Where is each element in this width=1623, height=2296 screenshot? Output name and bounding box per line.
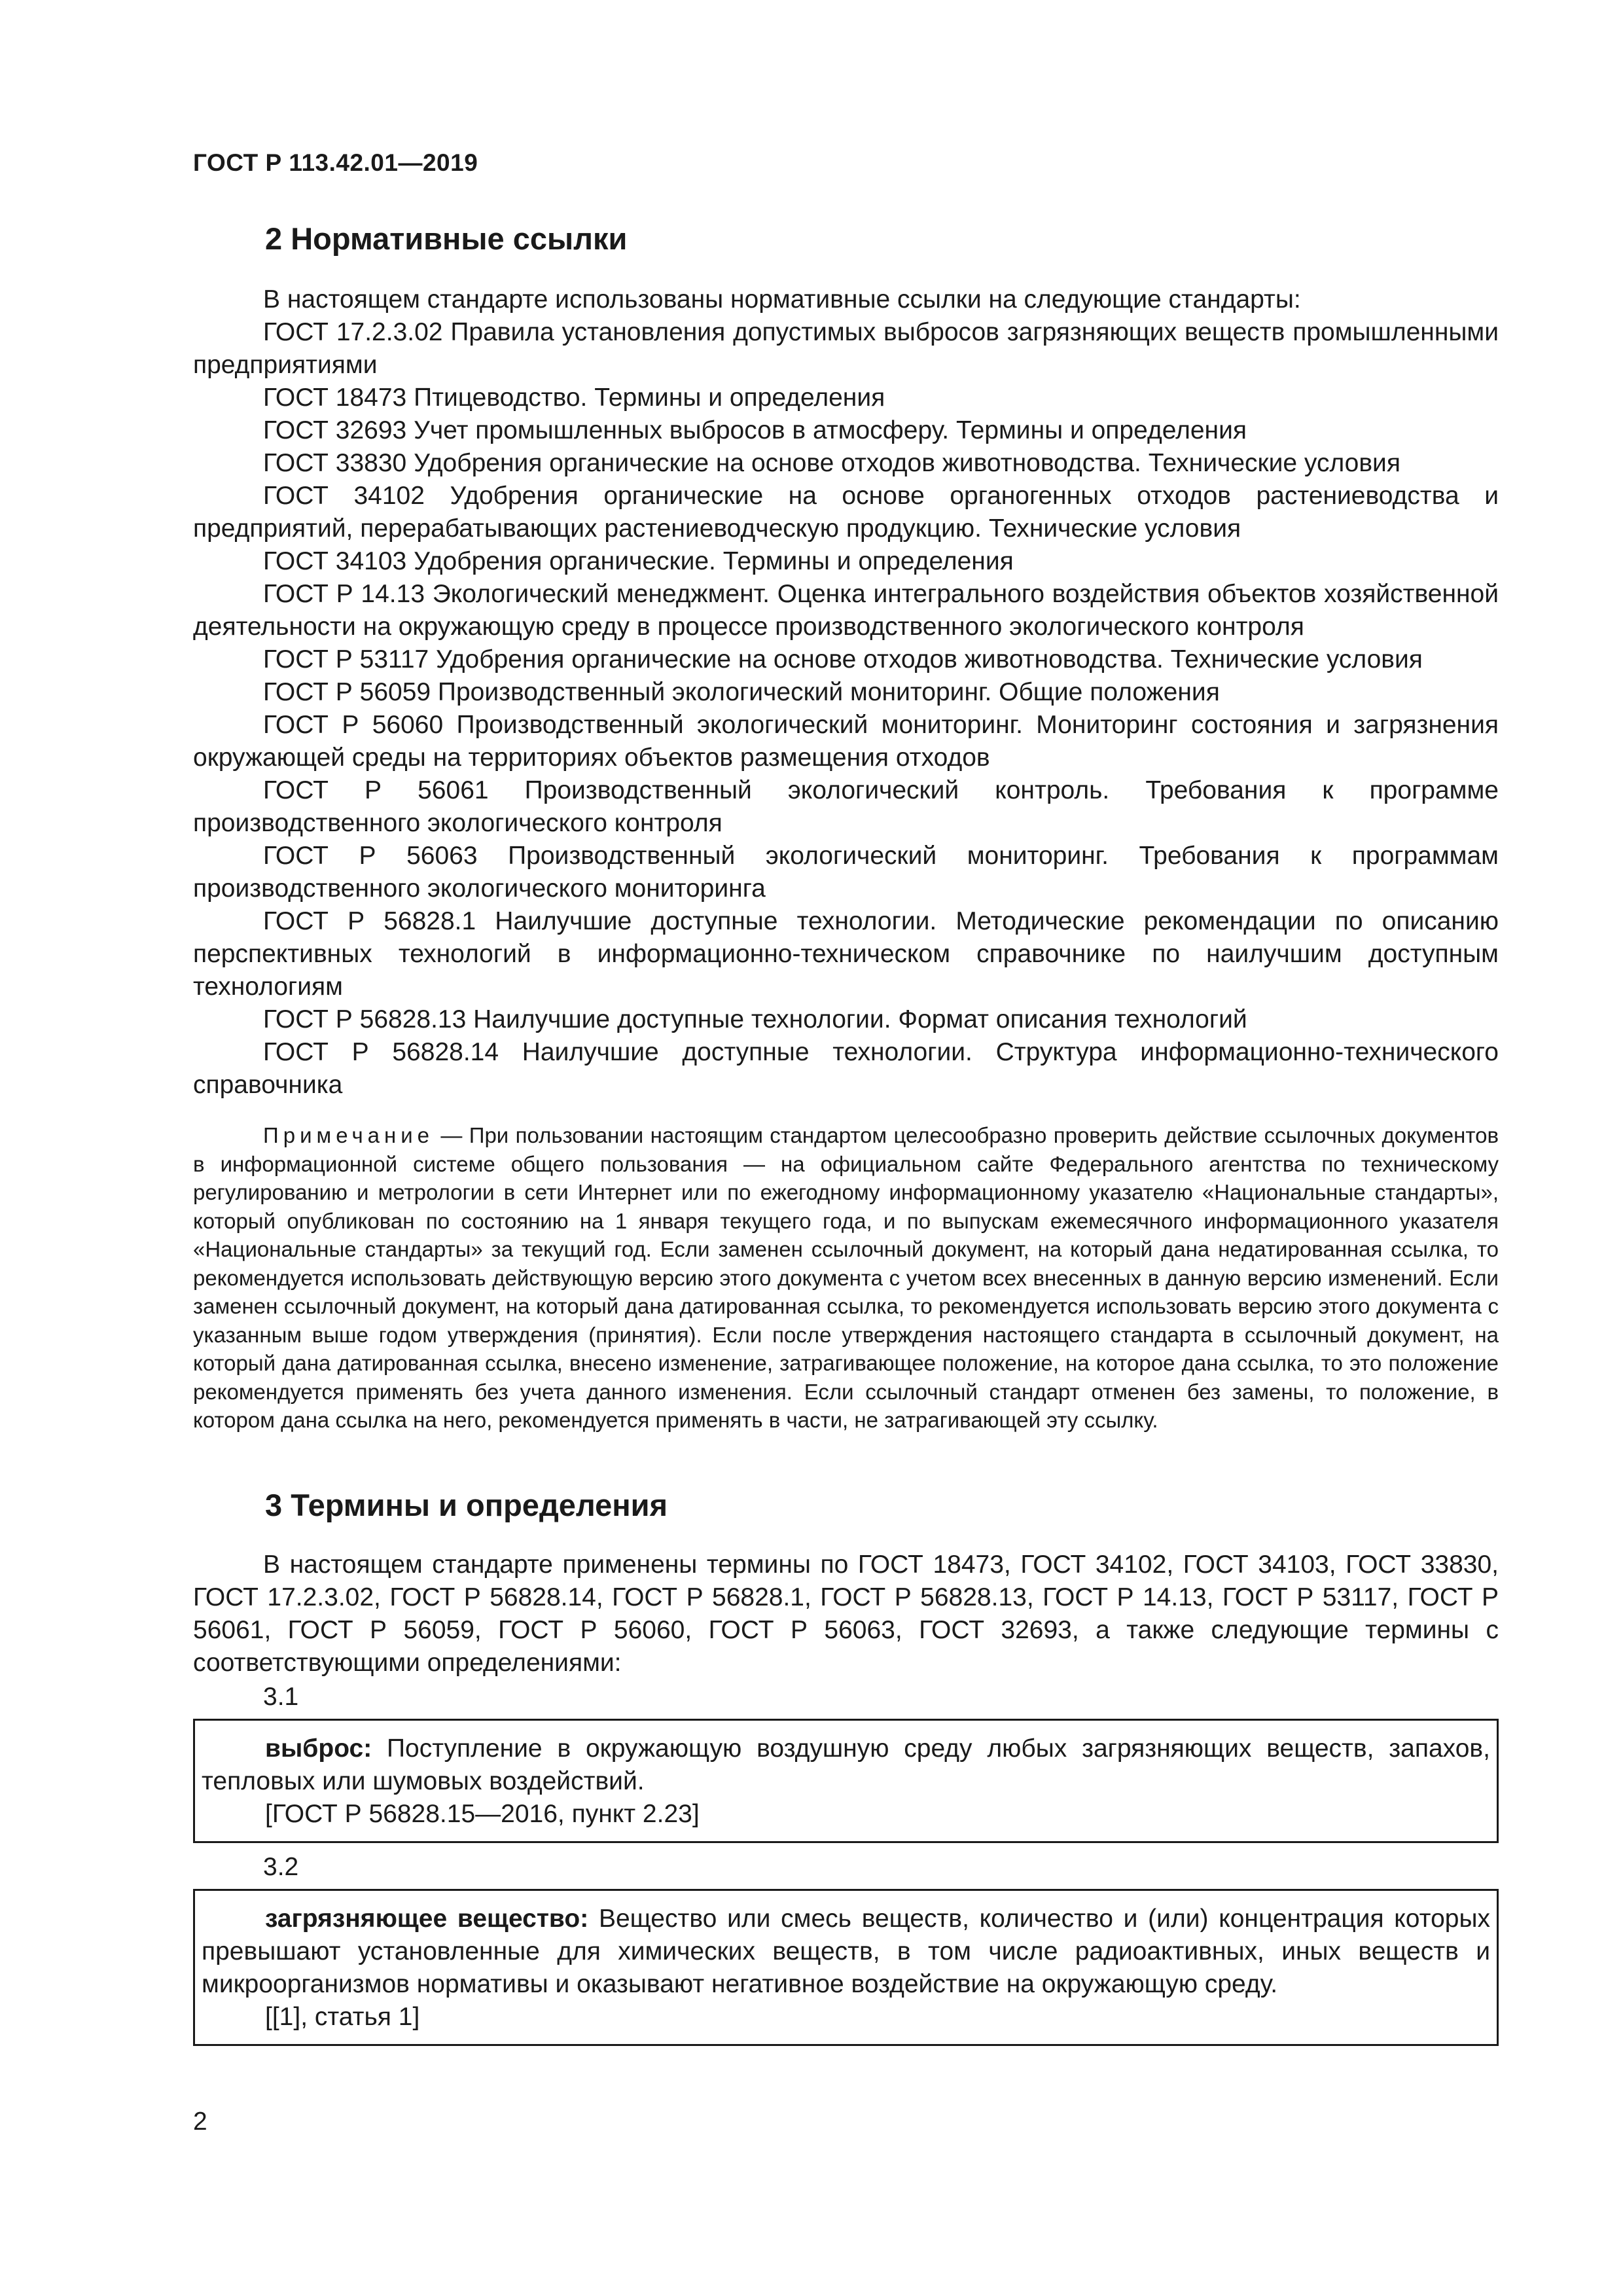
term-definition — [202, 1732, 1490, 1798]
ref-item: ГОСТ 34102 Удобрения органические на основе органогенных отходов растениеводства и предприятий, перерабатывающих растениеводческую продукцию. Технические условия — [193, 482, 1499, 543]
note-block — [193, 1121, 1499, 1435]
ref-item: ГОСТ 17.2.3.02 Правила установления допустимых выбросов загрязняющих веществ промышленными предприятиями — [193, 318, 1499, 379]
term-name: загрязняющее вещество: — [265, 1904, 589, 1933]
note-label: Примечание — [263, 1123, 435, 1147]
term-number: 3.2 — [263, 1852, 299, 1881]
ref-item: ГОСТ 34103 Удобрения органические. Термины и определения — [263, 547, 1014, 575]
ref-item: ГОСТ Р 53117 Удобрения органические на основе отходов животноводства. Технические условия — [263, 645, 1423, 673]
term-source: [[1], статья 1] — [265, 2002, 420, 2031]
ref-item: ГОСТ 18473 Птицеводство. Термины и определения — [263, 384, 885, 412]
ref-item: ГОСТ Р 56828.1 Наилучшие доступные технологии. Методические рекомендации по описанию перспективных технологий в информационно-техническом справочнике по наилучшим доступным технологиям — [193, 907, 1499, 1001]
ref-item: ГОСТ Р 56828.13 Наилучшие доступные технологии. Формат описания технологий — [263, 1005, 1247, 1033]
term-box — [193, 1889, 1499, 2046]
page-content — [193, 219, 1499, 2054]
term-definition-text: Поступление в окружающую воздушную среду любых загрязняющих веществ, запахов, тепловых или шумовых воздействий. — [202, 1734, 1490, 1795]
ref-item: ГОСТ Р 56828.14 Наилучшие доступные технологии. Структура информационно-технического справочника — [193, 1038, 1499, 1099]
term-box — [193, 1719, 1499, 1843]
section-3-intro: В настоящем стандарте применены термины по ГОСТ 18473, ГОСТ 34102, ГОСТ 34103, ГОСТ 33830, ГОСТ 17.2.3.02, ГОСТ Р 56828.14, ГОСТ Р 56828.1, ГОСТ Р 56828.13, ГОСТ Р 14.13, ГОСТ Р 53117, ГОСТ Р 56061, ГОСТ Р 56059, ГОСТ Р 56060, ГОСТ Р 56063, ГОСТ 32693, а также следующие термины с соответствующими определениями: — [193, 1550, 1499, 1677]
term-name: выброс: — [265, 1734, 372, 1763]
ref-item: ГОСТ 33830 Удобрения органические на основе отходов животноводства. Технические условия — [263, 449, 1400, 477]
ref-item: ГОСТ Р 14.13 Экологический менеджмент. Оценка интегрального воздействия объектов хозяйственной деятельности на окружающую среду в процессе производственного экологического контроля — [193, 580, 1499, 641]
ref-item: ГОСТ Р 56063 Производственный экологический мониторинг. Требования к программам производственного экологического мониторинга — [193, 842, 1499, 903]
running-header: ГОСТ Р 113.42.01—2019 — [193, 149, 478, 176]
term-number: 3.1 — [263, 1682, 299, 1711]
term-source: [ГОСТ Р 56828.15—2016, пункт 2.23] — [265, 1799, 700, 1828]
term-definition — [202, 1903, 1490, 2001]
ref-item: ГОСТ Р 56060 Производственный экологический мониторинг. Мониторинг состояния и загрязнения окружающей среды на территориях объектов размещения отходов — [193, 711, 1499, 772]
note-text: — При пользовании настоящим стандартом целесообразно проверить действие ссылочных документов в информационной системе общего пользования — на официальном сайте Федерального агентства по техническому регулированию и метрологии в сети Интернет или по ежегодному информационному указателю «Национальные стандарты», который опубликован по состоянию на 1 января текущего года, и по выпускам ежемесячного информационного указателя «Национальные стандарты» за текущий год. Если заменен ссылочный документ, на который дана недатированная ссылка, то рекомендуется использовать действующую версию этого документа с учетом всех внесенных в данную версию изменений. Если заменен ссылочный документ, на который дана датированная ссылка, то рекомендуется использовать версию этого документа с указанным выше годом утверждения (принятия). Если после утверждения настоящего стандарта в ссылочный документ, на который дана датированная ссылка, внесено изменение, затрагивающее положение, на которое дана ссылка, то это положение рекомендуется применять без учета данного изменения. Если ссылочный стандарт отменен без замены, то положение, в котором дана ссылка на него, рекомендуется применять в части, не затрагивающей эту ссылку. — [193, 1123, 1499, 1432]
section-2-intro: В настоящем стандарте использованы нормативные ссылки на следующие стандарты: — [263, 285, 1301, 314]
term-definition-text: Вещество или смесь веществ, количество и (или) концентрация которых превышают установленные для химических веществ, в том числе радиоактивных, иных веществ и микроорганизмов нормативы и оказывают негативное воздействие на окружающую среду. — [202, 1904, 1490, 1998]
ref-item: ГОСТ Р 56059 Производственный экологический мониторинг. Общие положения — [263, 678, 1220, 706]
section-3-title: 3 Термины и определения — [265, 1487, 668, 1522]
page-number: 2 — [193, 2108, 207, 2136]
ref-item: ГОСТ Р 56061 Производственный экологический контроль. Требования к программе производственного экологического контроля — [193, 776, 1499, 837]
section-2-title: 2 Нормативные ссылки — [265, 221, 628, 256]
ref-item: ГОСТ 32693 Учет промышленных выбросов в атмосферу. Термины и определения — [263, 416, 1247, 444]
